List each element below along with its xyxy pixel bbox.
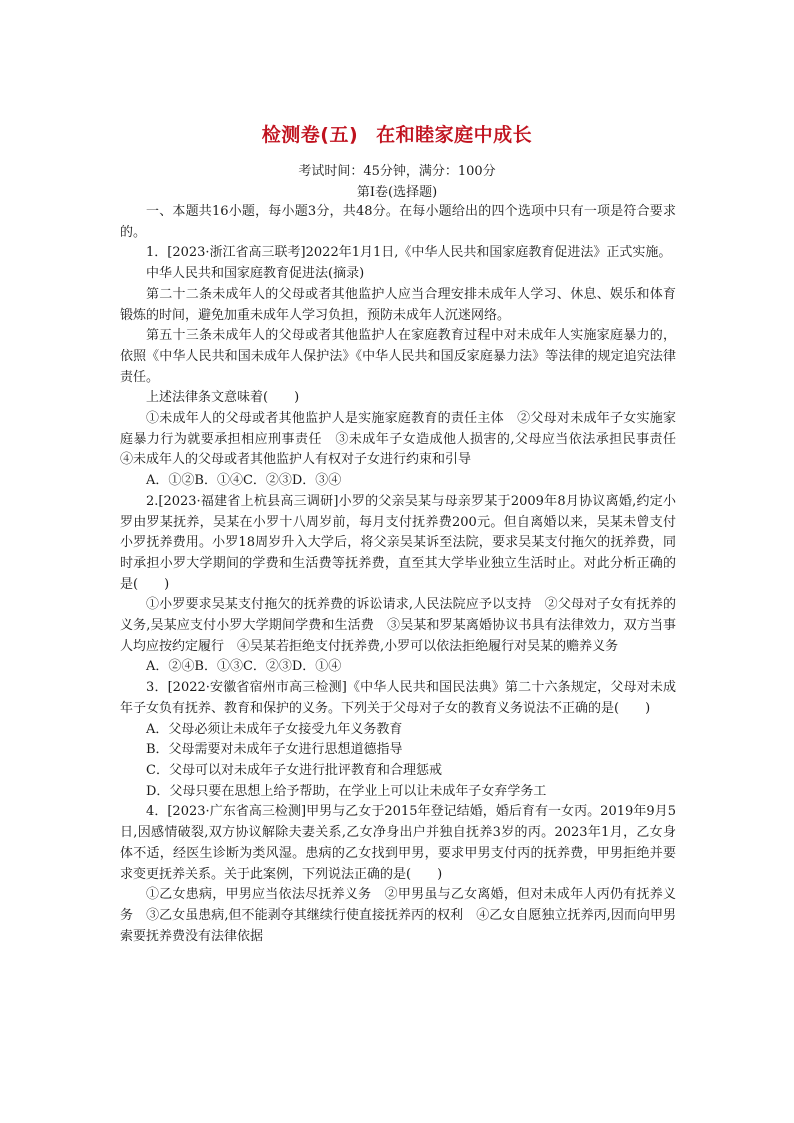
q2-statements: ①小罗要求吴某支付拖欠的抚养费的诉讼请求,人民法院应予以支持 ②父母对子女有抚养的义务,吴某应支付小罗大学期间学费和生活费 ③吴某和罗某离婚协议书具有法律效力，双方当事人均应按约定履行 ④吴某若拒绝支付抚养费,小罗可以依法拒绝履行对吴某的赡养义务 xyxy=(120,597,676,654)
title-main: 检测卷(五) xyxy=(261,124,359,146)
page-title xyxy=(0,120,794,147)
q1-material-1: 第二十二条未成年人的父母或者其他监护人应当合理安排未成年人学习、休息、娱乐和体育锻炼的时间，避免加重未成年人学习负担，预防未成年人沉迷网络。 xyxy=(120,286,676,323)
q2-options: A．②④B．①③C．②③D．①④ xyxy=(146,659,342,675)
q3-choice-d: D．父母只要在思想上给予帮助，在学业上可以让未成年子女弃学务工 xyxy=(146,783,547,799)
q2-stem: 2.[2023·福建省上杭县高三调研]小罗的父亲吴某与母亲罗某于2009年8月协议离婚,约定小罗由罗某抚养，吴某在小罗十八周岁前，每月支付抚养费200元。但自离婚以来，吴某未曾支付小罗抚养费用。小罗18周岁升入大学后，将父亲吴某诉至法院，要求吴某支付拖欠的抚养费，同时承担小罗大学期间的学费和生活费等抚养费，直至其大学毕业独立生活时止。对此分析正确的是( ) xyxy=(120,493,676,592)
q3-choice-c: C．父母可以对未成年子女进行批评教育和合理惩戒 xyxy=(146,762,442,778)
instructions: 一、本题共16小题，每小题3分，共48分。在每小题给出的四个选项中只有一项是符合要求的。 xyxy=(120,204,676,240)
q1-question: 上述法律条文意味着( ) xyxy=(146,390,300,406)
q1-material-title: 中华人民共和国家庭教育促进法(摘录) xyxy=(146,266,365,282)
q1-stem: 1．[2023·浙江省高三联考]2022年1月1日,《中华人民共和国家庭教育促进法》正式实施。 xyxy=(146,245,672,261)
exam-info: 考试时间：45分钟，满分：100分 xyxy=(298,164,496,179)
q3-choice-b: B．父母需要对未成年子女进行思想道德指导 xyxy=(146,742,403,758)
q1-options: A．①②B．①④C．②③D．③④ xyxy=(146,473,342,489)
title-sub: 在和睦家庭中成长 xyxy=(376,124,533,146)
q3-stem: 3．[2022·安徽省宿州市高三检测]《中华人民共和国民法典》第二十六条规定，父母对未成年子女负有抚养、教育和保护的义务。下列关于父母对子女的教育义务说法不正确的是( ) xyxy=(120,680,676,716)
question-body xyxy=(120,202,690,947)
q3-choice-a: A．父母必须让未成年子女接受九年义务教育 xyxy=(146,721,403,737)
section-label: 第Ⅰ卷(选择题) xyxy=(356,185,438,200)
q4-stem: 4．[2023·广东省高三检测]甲男与乙女于2015年登记结婚，婚后育有一女丙。2019年9月5日,因感情破裂,双方协议解除夫妻关系,乙女净身出户并独自抚养3岁的丙。2023年1月，乙女身体不适，经医生诊断为类风湿。患病的乙女找到甲男，要求甲男支付丙的抚养费，甲男拒绝并要求变更抚养关系。关于此案例，下列说法正确的是( ) xyxy=(120,804,676,882)
q1-statements: ①未成年人的父母或者其他监护人是实施家庭教育的责任主体 ②父母对未成年子女实施家庭暴力行为就要承担相应刑事责任 ③未成年子女造成他人损害的,父母应当依法承担民事责任 ④未成年人的父母或者其他监护人有权对子女进行约束和引导 xyxy=(120,411,690,468)
q1-material-2: 第五十三条未成年人的父母或者其他监护人在家庭教育过程中对未成年人实施家庭暴力的，依照《中华人民共和国未成年人保护法》《中华人民共和国反家庭暴力法》等法律的规定追究法律责任。 xyxy=(120,328,676,385)
q4-statements: ①乙女患病，甲男应当依法尽抚养义务 ②甲男虽与乙女离婚，但对未成年人丙仍有抚养义务 ③乙女虽患病,但不能剥夺其继续行使直接抚养丙的权利 ④乙女自愿独立抚养丙,因而向甲男索要抚养费没有法律依据 xyxy=(120,887,676,944)
